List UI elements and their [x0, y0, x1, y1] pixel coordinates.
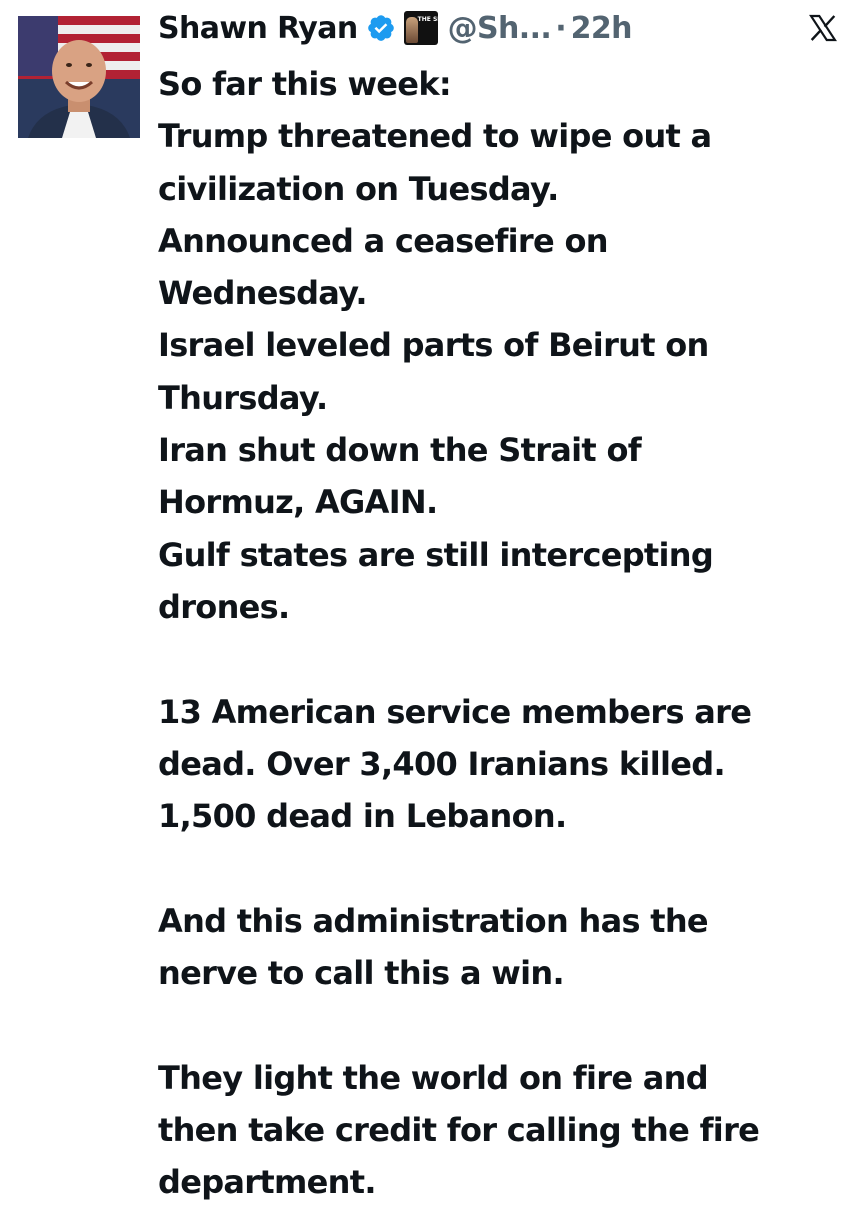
- tweet-line: So far this week:: [158, 65, 451, 103]
- tweet-line: Announced a ceasefire on: [158, 221, 608, 260]
- tweet-line: Wednesday.: [158, 274, 367, 313]
- tweet-line: drones.: [158, 587, 290, 626]
- affiliate-badge-icon[interactable]: [404, 11, 455, 45]
- tweet-text: [158, 58, 848, 1209]
- affiliate-face: [406, 17, 418, 43]
- tweet-line: Trump threatened to wipe out a: [158, 117, 712, 156]
- tweet-line: department.: [158, 1163, 376, 1202]
- tweet-line: civilization on Tuesday.: [158, 169, 559, 208]
- blank-line: [158, 633, 848, 685]
- tweet-line: Iran shut down the Strait of: [158, 431, 641, 470]
- tweet-line: 1,500 dead in Lebanon.: [158, 797, 567, 836]
- tweet-header: [158, 2, 632, 54]
- tweet-line: They light the world on fire and: [158, 1058, 708, 1097]
- tweet-line: Hormuz, AGAIN.: [158, 483, 438, 522]
- tweet-line: nerve to call this a win.: [158, 954, 564, 993]
- tweet-line: Thursday.: [158, 378, 328, 417]
- tweet-line: 13 American service members are: [158, 692, 752, 731]
- tweet-line: And this administration has the: [158, 901, 708, 940]
- tweet-line: Israel leveled parts of Beirut on: [158, 326, 709, 365]
- author-name[interactable]: Shawn Ryan: [158, 10, 358, 46]
- tweet-timestamp[interactable]: 22h: [570, 10, 632, 46]
- x-logo-icon: [806, 12, 840, 44]
- blank-line: [158, 999, 848, 1051]
- affiliate-badge-text: THE SHOW: [417, 16, 455, 23]
- tweet-line: then take credit for calling the fire: [158, 1110, 760, 1149]
- tweet-line: dead. Over 3,400 Iranians killed.: [158, 744, 725, 783]
- avatar[interactable]: [18, 16, 140, 138]
- blank-line: [158, 842, 848, 894]
- separator-dot: ·: [555, 10, 567, 46]
- avatar-image: [18, 16, 140, 138]
- author-handle[interactable]: @Sh...: [447, 10, 552, 46]
- verified-badge-icon[interactable]: [366, 13, 396, 43]
- tweet-line: Gulf states are still intercepting: [158, 535, 714, 574]
